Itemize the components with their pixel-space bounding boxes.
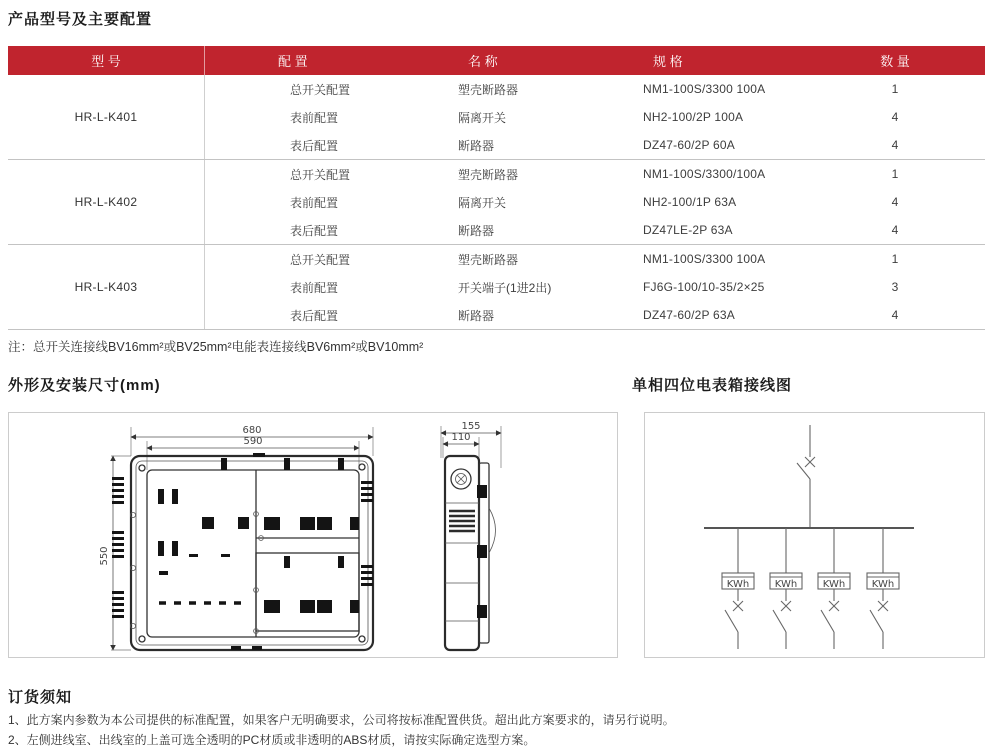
name-cell: 塑壳断路器: [458, 252, 519, 267]
name-cell: 隔离开关: [458, 195, 507, 210]
kwh-meter-label: KWh: [726, 579, 750, 590]
ordering-note: 2、左侧进线室、出线室的上盖可选全透明的PC材质或非透明的ABS材质，请按实际确定选型方案。: [8, 733, 536, 747]
model-cell: HR-L-K401: [8, 75, 205, 159]
table-group-k403: [8, 245, 985, 330]
model-cell: HR-L-K402: [8, 160, 205, 244]
config-cell: 总开关配置: [290, 82, 351, 97]
qty-cell: 1: [891, 167, 899, 181]
qty-cell: 1: [891, 252, 899, 266]
name-cell: 断路器: [458, 308, 495, 323]
ordering-note: 1、此方案内参数为本公司提供的标准配置，如果客户无明确要求，公司将按标准配置供货。超出此方案要求的，请另行说明。: [8, 713, 675, 727]
spec-cell: FJ6G-100/10-35/2×25: [643, 280, 765, 294]
config-cell: 表后配置: [290, 308, 339, 323]
config-cell: 表前配置: [290, 110, 339, 125]
name-cell: 断路器: [458, 138, 495, 153]
dim-label-inner-depth: 110: [451, 432, 471, 443]
spec-cell: DZ47-60/2P 63A: [643, 308, 735, 322]
header-cell-config: 配 置: [278, 54, 308, 69]
kwh-meter-label: KWh: [822, 579, 846, 590]
outline-drawing: [9, 413, 617, 657]
meter-branch: [818, 528, 850, 649]
spec-cell: DZ47-60/2P 60A: [643, 138, 735, 152]
header-cell-qty: 数 量: [880, 54, 910, 69]
dim-label-overall-width: 680: [242, 425, 262, 436]
table-header-row: [8, 46, 985, 75]
qty-cell: 4: [891, 138, 899, 152]
side-view-drawing: [441, 421, 501, 650]
config-cell: 表前配置: [290, 195, 339, 210]
name-cell: 开关端子(1进2出): [458, 280, 552, 295]
config-cell: 总开关配置: [290, 167, 351, 182]
incoming-breaker-symbol: [797, 425, 815, 528]
spec-cell: NH2-100/1P 63A: [643, 195, 737, 209]
name-cell: 塑壳断路器: [458, 82, 519, 97]
qty-cell: 4: [891, 223, 899, 237]
kwh-meter-label: KWh: [871, 579, 895, 590]
section-title-dimensions: 外形及安装尺寸(mm): [8, 377, 161, 394]
wire-size-note: 注：总开关连接线BV16mm²或BV25mm²电能表连接线BV6mm²或BV10mm²: [8, 340, 424, 354]
qty-cell: 4: [891, 308, 899, 322]
config-cell: 表后配置: [290, 138, 339, 153]
name-cell: 隔离开关: [458, 110, 507, 125]
spec-table: [8, 46, 985, 330]
header-cell-model: 型 号: [8, 46, 205, 75]
config-cell: 表后配置: [290, 223, 339, 238]
header-cell-name: 名 称: [468, 54, 498, 69]
table-group-k402: [8, 160, 985, 245]
meter-branch: [722, 528, 754, 649]
spec-cell: NM1-100S/3300 100A: [643, 82, 766, 96]
wiring-diagram: [645, 413, 984, 657]
ordering-title: 订货须知: [8, 689, 73, 706]
meter-branch: [867, 528, 899, 649]
kwh-meter-label: KWh: [774, 579, 798, 590]
table-group-k401: [8, 75, 985, 160]
spec-cell: DZ47LE-2P 63A: [643, 223, 733, 237]
qty-cell: 1: [891, 82, 899, 96]
section-title-wiring: 单相四位电表箱接线图: [632, 377, 793, 394]
header-cell-spec: 规 格: [653, 54, 683, 69]
dimensions-panel: [8, 412, 618, 658]
dim-label-height: 550: [99, 546, 110, 566]
dim-label-inner-width: 590: [243, 436, 263, 447]
spec-cell: NM1-100S/3300 100A: [643, 252, 766, 266]
qty-cell: 4: [891, 195, 899, 209]
qty-cell: 3: [891, 280, 899, 294]
name-cell: 断路器: [458, 223, 495, 238]
front-view-drawing: [99, 425, 373, 650]
dim-label-depth: 155: [461, 421, 481, 432]
qty-cell: 4: [891, 110, 899, 124]
meter-branch: [770, 528, 802, 649]
page-title: 产品型号及主要配置: [8, 11, 153, 28]
wiring-panel: [644, 412, 985, 658]
right-cable-clips: [361, 481, 373, 586]
model-cell: HR-L-K403: [8, 245, 205, 329]
config-cell: 表前配置: [290, 280, 339, 295]
spec-cell: NH2-100/2P 100A: [643, 110, 744, 124]
config-cell: 总开关配置: [290, 252, 351, 267]
spec-cell: NM1-100S/3300/100A: [643, 167, 766, 181]
name-cell: 塑壳断路器: [458, 167, 519, 182]
